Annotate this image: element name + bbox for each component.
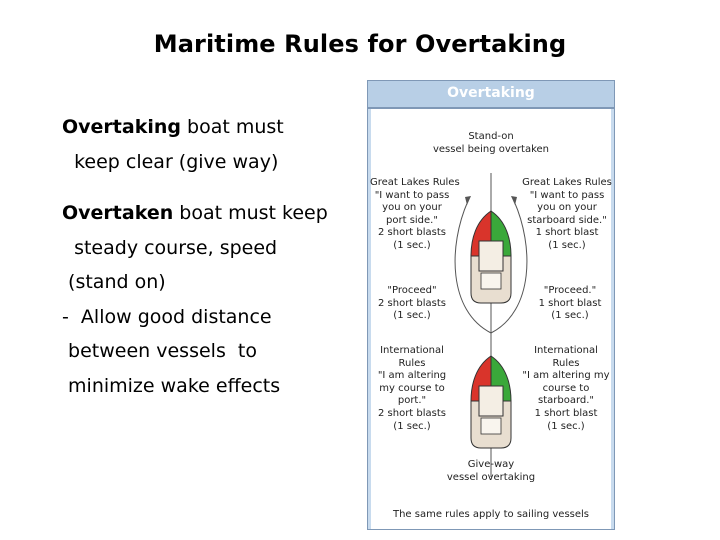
great-lakes-starboard-label: Great Lakes Rules "I want to pass you on your starboard side." 1 short blast (1 sec.)	[522, 177, 612, 251]
cabin-icon	[479, 241, 503, 271]
paragraph-text: steady course, speed	[62, 236, 278, 259]
international-port-label: International Rules "I am altering my course to port." 2 short blasts (1 sec.)	[377, 345, 447, 432]
arrowhead-icon	[511, 196, 517, 205]
bullet-text: - Allow good distance	[62, 305, 272, 328]
international-starboard-label: International Rules "I am altering my course to starboard." 1 short blast (1 sec.)	[522, 345, 610, 432]
paragraph-text: (stand on)	[62, 271, 166, 293]
give-way-vessel-icon	[471, 356, 511, 448]
paragraph-text: keep clear (give way)	[62, 150, 279, 173]
paragraph-text: boat must	[180, 116, 284, 138]
cabin-icon	[479, 386, 503, 416]
body-text	[62, 110, 362, 403]
bullet-text: minimize wake effects	[62, 374, 281, 397]
stand-on-label: Stand-on vessel being overtaken	[432, 131, 549, 155]
figure-header: Overtaking	[368, 81, 614, 109]
paragraph-text: boat must keep	[173, 202, 328, 224]
figure-footer: The same rules apply to sailing vessels	[392, 509, 590, 520]
paragraph-overtaking	[62, 110, 362, 145]
arrowhead-icon	[465, 196, 471, 205]
give-way-label: Give-way vessel overtaking	[446, 459, 536, 483]
slide-title: Maritime Rules for Overtaking	[153, 30, 567, 58]
proceed-port-label: "Proceed" 2 short blasts (1 sec.)	[377, 285, 446, 322]
stand-on-vessel-icon	[471, 211, 511, 303]
term-overtaken: Overtaken	[62, 202, 174, 224]
term-overtaking: Overtaking	[62, 116, 181, 138]
bullet-text: between vessels to	[62, 340, 257, 362]
overtaking-figure	[367, 80, 615, 530]
great-lakes-port-label: Great Lakes Rules "I want to pass you on your port side." 2 short blasts (1 sec.)	[370, 177, 460, 251]
paragraph-overtaken	[62, 196, 362, 231]
proceed-starboard-label: "Proceed." 1 short blast (1 sec.)	[538, 285, 602, 322]
